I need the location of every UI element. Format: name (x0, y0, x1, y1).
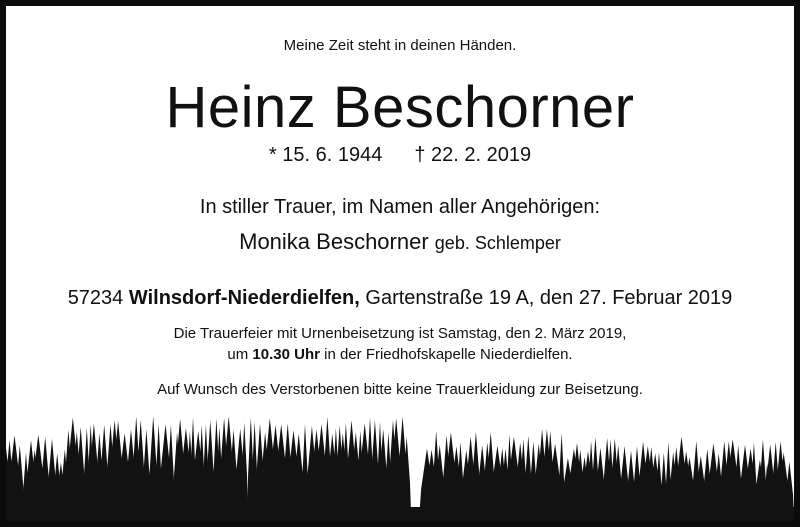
forest-silhouette-image (6, 411, 794, 521)
place-zip: 57234 (67, 287, 124, 309)
place-and-date (6, 287, 794, 310)
ceremony-um: um (227, 346, 249, 363)
deceased-name: Heinz Beschorner (165, 75, 635, 140)
death-date: † 22. 2. 2019 (414, 144, 532, 166)
motto-text: Meine Zeit steht in deinen Händen. (283, 37, 517, 54)
signer-name: Monika Beschorner (239, 229, 429, 254)
place-town: Wilnsdorf-Niederdielfen, (128, 287, 360, 309)
birth-date: * 15. 6. 1944 (268, 144, 383, 166)
ceremony-line-2 (6, 346, 794, 363)
signer-maiden-name: geb. Schlemper (434, 233, 561, 253)
place-address-date: Gartenstraße 19 A, den 27. Februar 2019 (365, 287, 733, 309)
ceremony-location: in der Friedhofskapelle Niederdielfen. (324, 346, 573, 363)
life-dates (6, 144, 794, 167)
ceremony-time: 10.30 Uhr (252, 346, 320, 363)
ceremony-line-1: Die Trauerfeier mit Urnenbeisetzung ist Samstag, den 2. März 2019, (173, 325, 627, 342)
mourners-intro: In stiller Trauer, im Namen aller Angehörigen: (199, 196, 601, 218)
signer-line (6, 229, 794, 255)
mourning-wish: Auf Wunsch des Verstorbenen bitte keine Trauerkleidung zur Beisetzung. (157, 381, 643, 398)
